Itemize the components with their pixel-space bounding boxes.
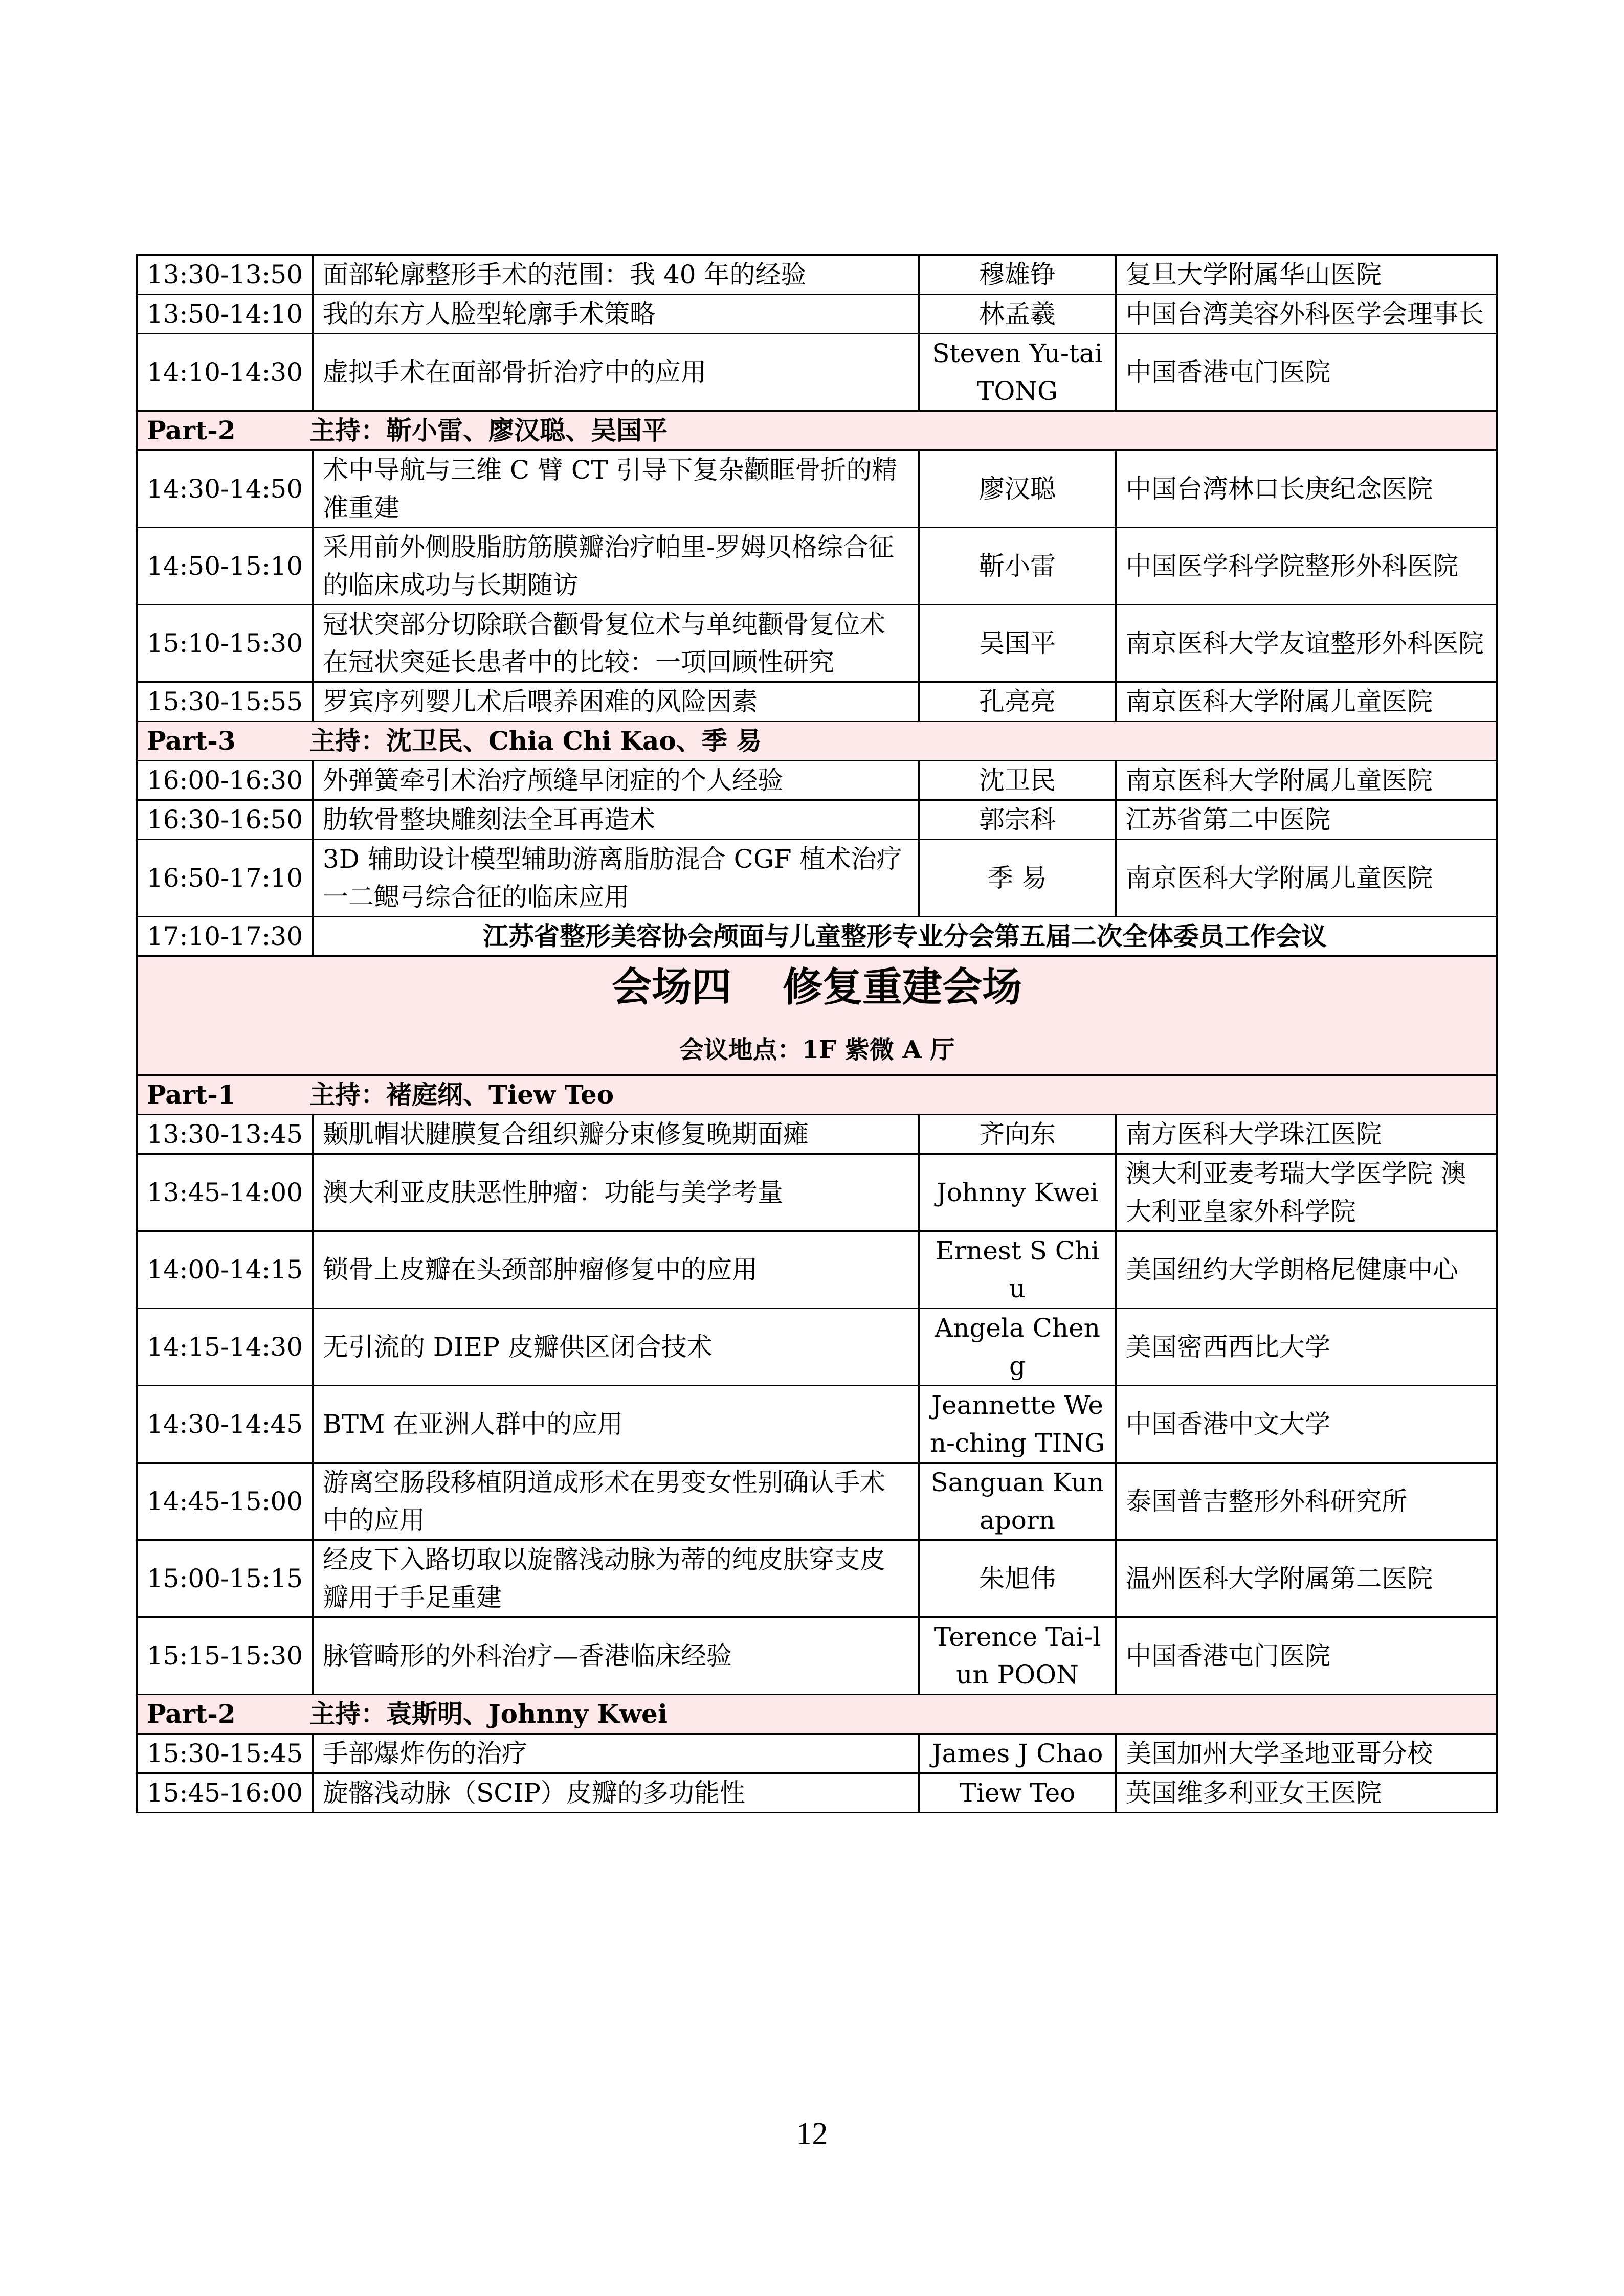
session-topic: 外弹簧牵引术治疗颅缝早闭症的个人经验 [313, 761, 919, 800]
session-time: 15:30-15:55 [137, 682, 313, 722]
venue-location: 会议地点：1F 紫微 A 厅 [679, 1036, 955, 1064]
session-topic: 虚拟手术在面部骨折治疗中的应用 [313, 334, 919, 411]
session-speaker: 季 易 [919, 840, 1116, 917]
session-organization: 英国维多利亚女王医院 [1116, 1773, 1497, 1813]
session-topic: 经皮下入路切取以旋髂浅动脉为蒂的纯皮肤穿支皮瓣用于手足重建 [313, 1540, 919, 1617]
session-topic: 术中导航与三维 C 臂 CT 引导下复杂颧眶骨折的精准重建 [313, 451, 919, 528]
group-part2-b [137, 1734, 1497, 1813]
session-time: 15:45-16:00 [137, 1773, 313, 1813]
session-row [137, 800, 1497, 840]
part-chairs: 主持：袁斯明、Johnny Kwei [309, 1699, 668, 1729]
group-part3-a [137, 761, 1497, 917]
session-time: 13:30-13:50 [137, 255, 313, 295]
session-organization: 江苏省第二中医院 [1116, 800, 1497, 840]
session-speaker: Sanguan Kunaporn [919, 1463, 1116, 1540]
part-label: Part-2 [147, 415, 236, 445]
session-organization: 美国密西西比大学 [1116, 1309, 1497, 1386]
session-topic: 3D 辅助设计模型辅助游离脂肪混合 CGF 植术治疗一二鳃弓综合征的临床应用 [313, 840, 919, 917]
session-topic: 澳大利亚皮肤恶性肿瘤：功能与美学考量 [313, 1154, 919, 1231]
session-time: 14:30-14:45 [137, 1386, 313, 1463]
session-topic: 肋软骨整块雕刻法全耳再造术 [313, 800, 919, 840]
session-organization: 中国医学科学院整形外科医院 [1116, 528, 1497, 605]
session-speaker: 郭宗科 [919, 800, 1116, 840]
session-speaker: 穆雄铮 [919, 255, 1116, 295]
session-speaker: 齐向东 [919, 1115, 1116, 1154]
session-time: 14:00-14:15 [137, 1231, 313, 1309]
group-part2-a [137, 451, 1497, 722]
session-speaker: James J Chao [919, 1734, 1116, 1773]
part2-a-header [137, 411, 1497, 451]
session-speaker: Angela Cheng [919, 1309, 1116, 1386]
schedule-table [136, 254, 1498, 1813]
part-label: Part-1 [147, 1079, 236, 1110]
business-meeting-row [137, 917, 1497, 956]
session-speaker: Terence Tai-lun POON [919, 1617, 1116, 1695]
session-topic: BTM 在亚洲人群中的应用 [313, 1386, 919, 1463]
session-time: 13:45-14:00 [137, 1154, 313, 1231]
group-part1-b [137, 1115, 1497, 1695]
session-time: 14:15-14:30 [137, 1309, 313, 1386]
session-time: 15:00-15:15 [137, 1540, 313, 1617]
session-organization: 南京医科大学友谊整形外科医院 [1116, 605, 1497, 682]
session-time: 14:50-15:10 [137, 528, 313, 605]
session-topic: 冠状突部分切除联合颧骨复位术与单纯颧骨复位术在冠状突延长患者中的比较：一项回顾性研究 [313, 605, 919, 682]
session-organization: 澳大利亚麦考瑞大学医学院 澳大利亚皇家外科学院 [1116, 1154, 1497, 1231]
session-organization: 中国香港中文大学 [1116, 1386, 1497, 1463]
session-row [137, 682, 1497, 722]
session-row [137, 1734, 1497, 1773]
session-topic: 采用前外侧股脂肪筋膜瓣治疗帕里-罗姆贝格综合征的临床成功与长期随访 [313, 528, 919, 605]
session-row [137, 334, 1497, 411]
session-organization: 美国纽约大学朗格尼健康中心 [1116, 1231, 1497, 1309]
session-topic: 旋髂浅动脉（SCIP）皮瓣的多功能性 [313, 1773, 919, 1813]
session-time: 14:45-15:00 [137, 1463, 313, 1540]
page-number: 12 [796, 2117, 828, 2151]
session-organization: 中国台湾林口长庚纪念医院 [1116, 451, 1497, 528]
session-speaker: 林孟羲 [919, 295, 1116, 334]
session-speaker: 廖汉聪 [919, 451, 1116, 528]
session-organization: 温州医科大学附属第二医院 [1116, 1540, 1497, 1617]
venue-name: 会场四 [611, 964, 731, 1010]
session-row [137, 1309, 1497, 1386]
session-topic: 手部爆炸伤的治疗 [313, 1734, 919, 1773]
session-organization: 中国台湾美容外科医学会理事长 [1116, 295, 1497, 334]
session-row [137, 1540, 1497, 1617]
session-organization: 南京医科大学附属儿童医院 [1116, 682, 1497, 722]
session-organization: 南京医科大学附属儿童医院 [1116, 840, 1497, 917]
session-topic: 颞肌帽状腱膜复合组织瓣分束修复晚期面瘫 [313, 1115, 919, 1154]
session-row [137, 295, 1497, 334]
session-row [137, 1773, 1497, 1813]
session-row [137, 1231, 1497, 1309]
session-row [137, 1463, 1497, 1540]
session-row [137, 255, 1497, 295]
part-chairs: 主持：沈卫民、Chia Chi Kao、季 易 [309, 726, 762, 756]
part3-a-header [137, 722, 1497, 761]
session-time: 14:10-14:30 [137, 334, 313, 411]
session-organization: 美国加州大学圣地亚哥分校 [1116, 1734, 1497, 1773]
session-topic: 游离空肠段移植阴道成形术在男变女性别确认手术中的应用 [313, 1463, 919, 1540]
session-row [137, 1617, 1497, 1695]
part-label: Part-3 [147, 726, 236, 756]
session-time: 17:10-17:30 [137, 917, 313, 956]
session-speaker: 朱旭伟 [919, 1540, 1116, 1617]
session-speaker: 吴国平 [919, 605, 1116, 682]
session-time: 15:15-15:30 [137, 1617, 313, 1695]
part-chairs: 主持：褚庭纲、Tiew Teo [309, 1079, 614, 1110]
session-organization: 中国香港屯门医院 [1116, 334, 1497, 411]
session-time: 16:30-16:50 [137, 800, 313, 840]
session-row [137, 1115, 1497, 1154]
session-organization: 泰国普吉整形外科研究所 [1116, 1463, 1497, 1540]
session-time: 16:00-16:30 [137, 761, 313, 800]
session-topic: 锁骨上皮瓣在头颈部肿瘤修复中的应用 [313, 1231, 919, 1309]
session-organization: 南方医科大学珠江医院 [1116, 1115, 1497, 1154]
venue-title [147, 957, 1487, 1018]
session-row [137, 1386, 1497, 1463]
group-sessions-before [137, 255, 1497, 411]
session-row [137, 761, 1497, 800]
part1-b-header [137, 1075, 1497, 1115]
venue-theme: 修复重建会场 [783, 964, 1022, 1010]
session-row [137, 840, 1497, 917]
session-row [137, 605, 1497, 682]
session-topic: 面部轮廓整形手术的范围：我 40 年的经验 [313, 255, 919, 295]
session-speaker: Ernest S Chiu [919, 1231, 1116, 1309]
session-topic: 脉管畸形的外科治疗—香港临床经验 [313, 1617, 919, 1695]
session-speaker: Johnny Kwei [919, 1154, 1116, 1231]
part-label: Part-2 [147, 1699, 236, 1729]
session-row [137, 451, 1497, 528]
session-time: 14:30-14:50 [137, 451, 313, 528]
session-time: 15:10-15:30 [137, 605, 313, 682]
session-organization: 复旦大学附属华山医院 [1116, 255, 1497, 295]
session-organization: 南京医科大学附属儿童医院 [1116, 761, 1497, 800]
session-speaker: Tiew Teo [919, 1773, 1116, 1813]
part-chairs: 主持：靳小雷、廖汉聪、吴国平 [309, 415, 668, 445]
part2-b-header [137, 1695, 1497, 1734]
session-time: 13:50-14:10 [137, 295, 313, 334]
session-speaker: 孔亮亮 [919, 682, 1116, 722]
session-topic: 罗宾序列婴儿术后喂养困难的风险因素 [313, 682, 919, 722]
venue-header [137, 956, 1497, 1075]
session-speaker: Steven Yu-tai TONG [919, 334, 1116, 411]
business-meeting-title: 江苏省整形美容协会颅面与儿童整形专业分会第五届二次全体委员工作会议 [313, 917, 1497, 956]
session-time: 16:50-17:10 [137, 840, 313, 917]
session-speaker: Jeannette Wen-ching TING [919, 1386, 1116, 1463]
session-topic: 我的东方人脸型轮廓手术策略 [313, 295, 919, 334]
session-speaker: 靳小雷 [919, 528, 1116, 605]
session-topic: 无引流的 DIEP 皮瓣供区闭合技术 [313, 1309, 919, 1386]
session-row [137, 528, 1497, 605]
session-organization: 中国香港屯门医院 [1116, 1617, 1497, 1695]
session-time: 15:30-15:45 [137, 1734, 313, 1773]
session-speaker: 沈卫民 [919, 761, 1116, 800]
session-row [137, 1154, 1497, 1231]
session-time: 13:30-13:45 [137, 1115, 313, 1154]
